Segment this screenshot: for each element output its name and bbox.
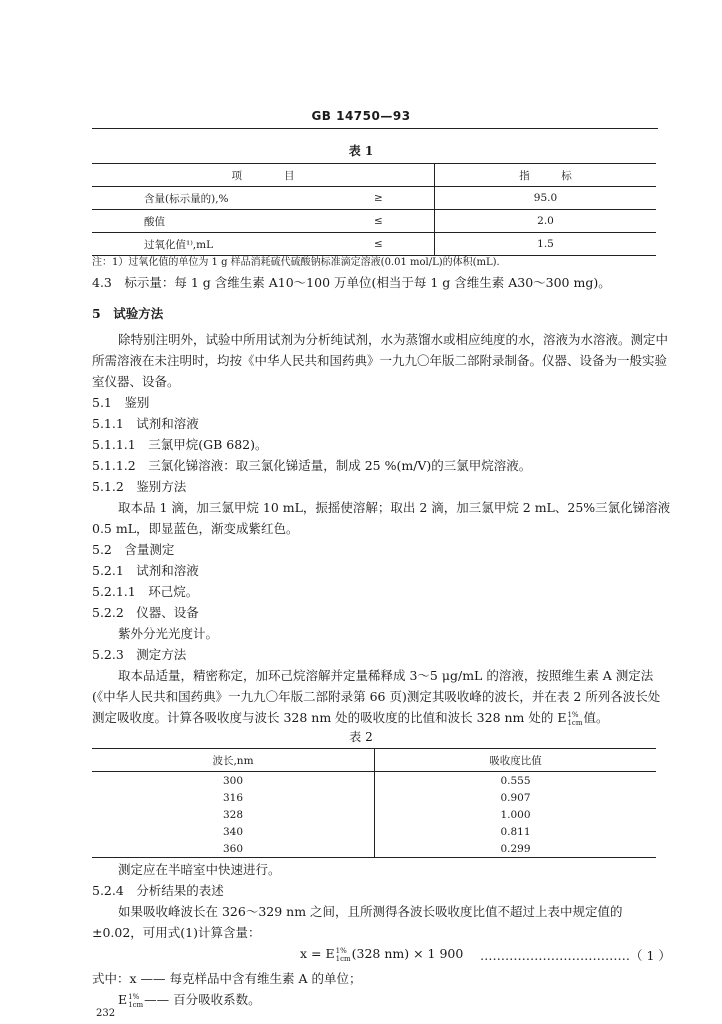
table1-item: 含量(标示量的),%	[144, 192, 229, 205]
formula-rhs: (328 nm) × 1 900	[351, 946, 464, 961]
paragraph: 室仪器、设备。	[92, 374, 180, 389]
paragraph: 取本品 1 滴，加三氯甲烷 10 mL，振摇使溶解；取出 2 滴，加三氯甲烷 2 mL、25%三氯化锑溶液	[118, 500, 671, 515]
table2-wavelength: 340	[92, 823, 375, 840]
e-sub: 1cm	[128, 1000, 144, 1009]
table1-op: ≤	[374, 238, 383, 250]
table2-ratio: 0.907	[500, 791, 531, 804]
table2-wavelength: 300	[92, 772, 375, 790]
section-5-2-1-1: 5.2.1.1 环己烷。	[92, 584, 199, 599]
header-rule	[92, 128, 658, 129]
formula-number: ………………………………（ 1 ）	[480, 948, 671, 963]
paragraph: 测定应在半暗室中快速进行。	[118, 862, 281, 877]
paragraph: 除特别注明外，试验中所用试剂为分析纯试剂，水为蒸馏水或相应纯度的水，溶液为水溶液。测定中	[118, 332, 669, 347]
section-5-2-1: 5.2.1 试剂和溶液	[92, 563, 199, 578]
table-row	[92, 772, 656, 790]
paragraph	[92, 708, 609, 727]
table2-ratio: 0.555	[500, 774, 531, 787]
section-5-2: 5.2 含量测定	[92, 542, 175, 557]
table1-value: 95.0	[435, 187, 657, 210]
table-row	[92, 840, 656, 858]
table1-op: ≥	[374, 192, 383, 204]
e-index	[567, 711, 582, 727]
table1-col-item: 项 目	[231, 169, 295, 182]
e-sup: 1%	[335, 946, 347, 955]
standard-header: GB 14750—93	[311, 109, 411, 123]
table1-item: 过氧化值¹⁾,mL	[144, 238, 214, 251]
text: 值。	[583, 710, 609, 725]
table1-col-value: 指 标	[435, 164, 657, 187]
formula-lhs: x = E	[300, 946, 335, 961]
paragraph: ±0.02，可用式(1)计算含量：	[92, 925, 261, 940]
table1-value: 1.5	[435, 233, 657, 256]
table2-header-row	[92, 749, 656, 772]
section-5-1-1-2: 5.1.1.2 三氯化锑溶液：取三氯化锑适量，制成 25 %(m/V)的三氯甲烷溶液。	[92, 458, 532, 473]
section-5-2-3: 5.2.3 测定方法	[92, 647, 187, 662]
table-row	[92, 823, 656, 840]
paragraph: (《中华人民共和国药典》一九九〇年版二部附录第 66 页)测定其吸收峰的波长，并在表 2 所列各波长处	[92, 689, 661, 704]
section-5-2-2: 5.2.2 仪器、设备	[92, 605, 199, 620]
text: 测定吸收度。计算各吸收度与波长 328 nm 处的吸收度的比值和波长 328 nm 处的 E	[92, 710, 567, 725]
table2-col-ratio: 吸收度比值	[489, 754, 542, 767]
section-5-1: 5.1 鉴别	[92, 395, 150, 410]
table1-note: 注：1）过氧化值的单位为 1 g 样品消耗硫代硫酸钠标准滴定溶液(0.01 mol/L)的体积(mL).	[92, 257, 500, 268]
e-sub: 1cm	[567, 718, 583, 727]
section-5-1-1-1: 5.1.1.1 三氯甲烷(GB 682)。	[92, 437, 268, 452]
e-index	[336, 947, 351, 963]
paragraph: 0.5 mL，即显蓝色，渐变成紫红色。	[92, 521, 299, 536]
page-number: 232	[96, 1008, 116, 1019]
e-sup: 1%	[567, 710, 579, 719]
where-x: 式中：x —— 每克样品中含有维生素 A 的单位；	[92, 971, 362, 986]
table2-ratio: 1.000	[500, 808, 531, 821]
e-symbol: E	[118, 992, 128, 1007]
table-row	[92, 187, 656, 210]
section-5-1-2: 5.1.2 鉴别方法	[92, 479, 187, 494]
paragraph: 如果吸收峰波长在 326～329 nm 之间，且所测得各波长吸收度比值不超过上表中规定值的	[118, 904, 623, 919]
table1-caption: 表 1	[348, 144, 374, 158]
table1-header-row	[92, 164, 656, 187]
table-row	[92, 806, 656, 823]
table2-col-wavelength: 波长,nm	[92, 749, 375, 772]
section-5-1-1: 5.1.1 试剂和溶液	[92, 416, 199, 431]
e-index	[128, 993, 143, 1009]
table1-value: 2.0	[435, 210, 657, 233]
where-e	[118, 990, 261, 1009]
formula-1	[300, 946, 463, 963]
paragraph: 取本品适量，精密称定，加环己烷溶解并定量稀释成 3～5 μg/mL 的溶液，按照维生素 A 测定法	[118, 668, 654, 683]
paragraph: 紫外分光光度计。	[118, 626, 219, 641]
table-1	[92, 163, 656, 256]
section-5-heading: 5 试验方法	[92, 306, 164, 321]
table-row	[92, 210, 656, 233]
paragraph: 所需溶液在未注明时，均按《中华人民共和国药典》一九九〇年版二部附录制备。仪器、设备为一般实验	[92, 353, 668, 368]
table-2	[92, 748, 656, 858]
table-row	[92, 789, 656, 806]
table2-wavelength: 360	[92, 840, 375, 858]
table2-wavelength: 328	[92, 806, 375, 823]
table2-wavelength: 316	[92, 789, 375, 806]
where-e-text: —— 百分吸收系数。	[144, 992, 261, 1007]
table2-caption: 表 2	[349, 730, 373, 744]
section-4-3: 4.3 标示量：每 1 g 含维生素 A10～100 万单位(相当于每 1 g 含维生素 A30～300 mg)。	[92, 275, 611, 290]
e-sub: 1cm	[335, 954, 351, 963]
e-sup: 1%	[128, 992, 140, 1001]
table1-op: ≤	[374, 215, 383, 227]
table2-ratio: 0.811	[500, 825, 531, 838]
section-5-2-4: 5.2.4 分析结果的表述	[92, 883, 224, 898]
table1-item: 酸值	[144, 215, 165, 228]
table2-ratio: 0.299	[375, 840, 657, 858]
